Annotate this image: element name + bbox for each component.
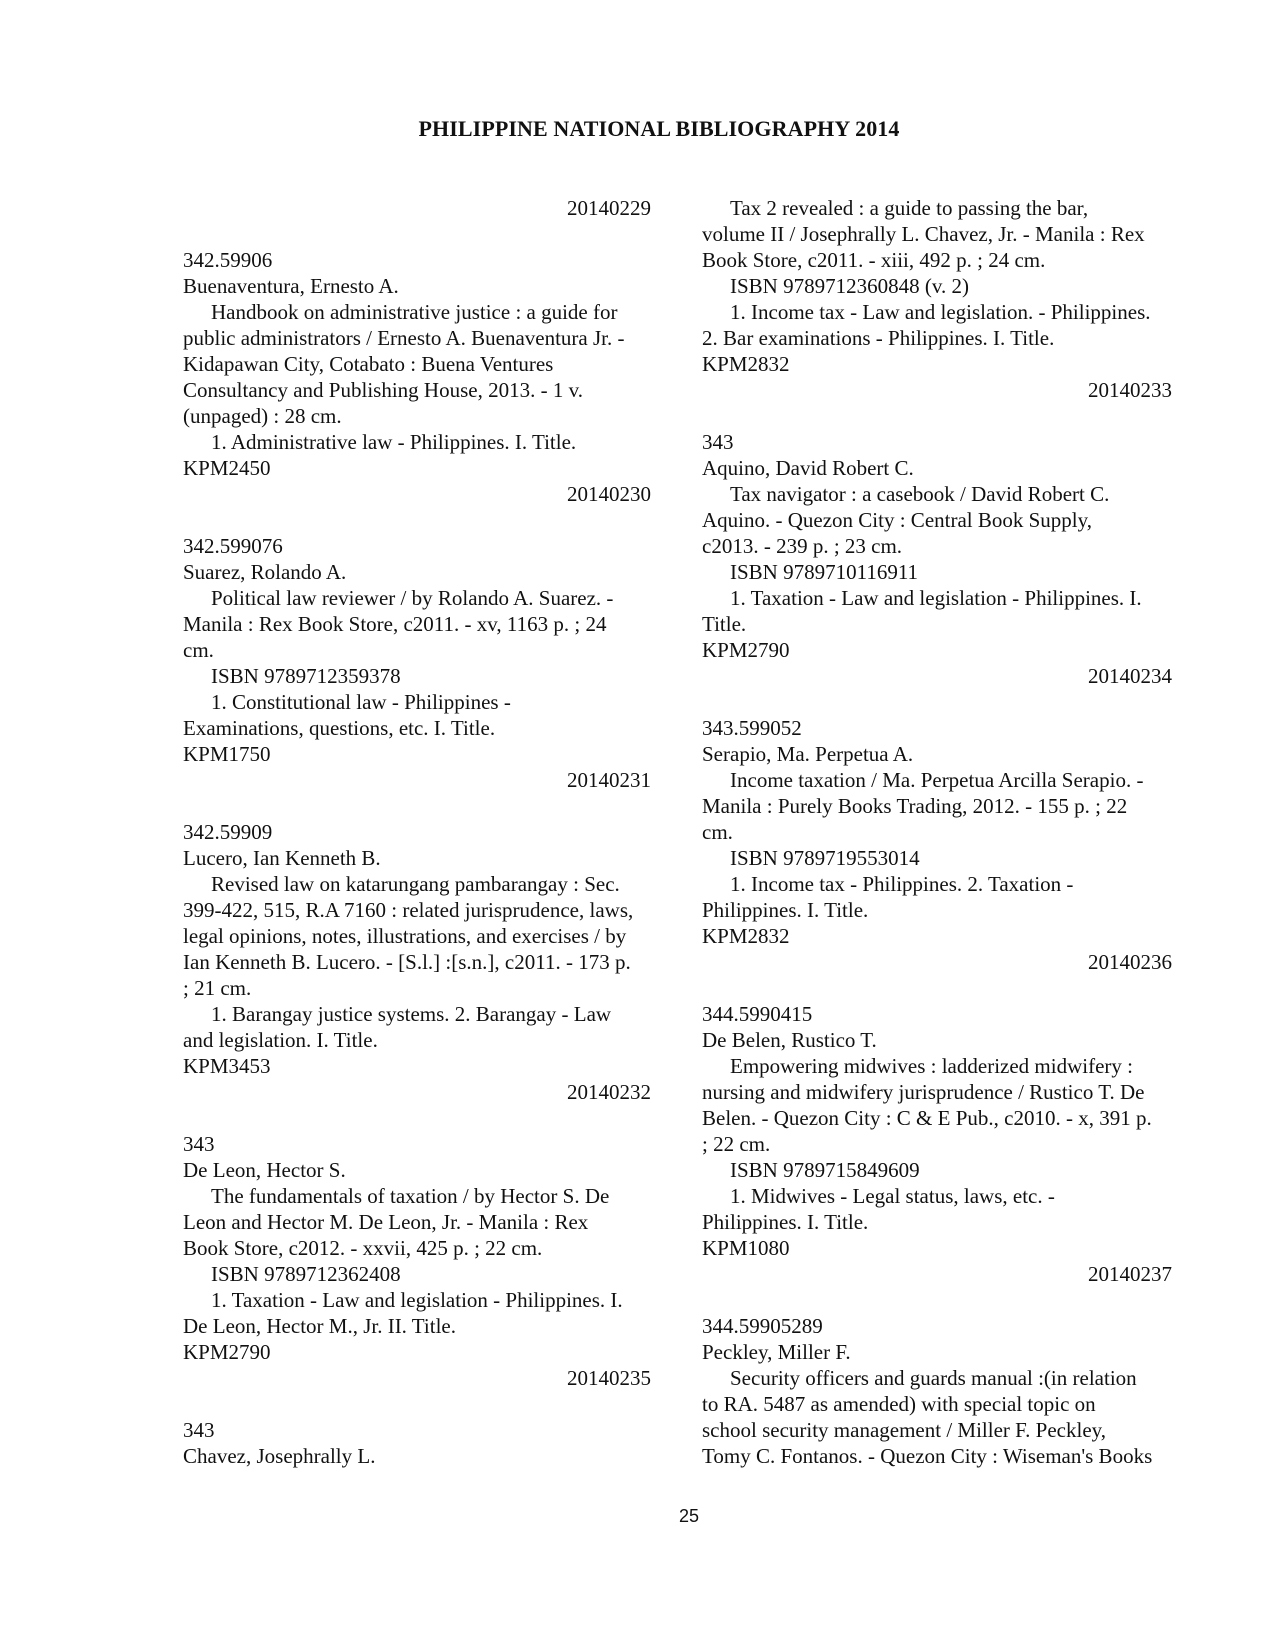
bibliography-line: Aquino. - Quezon City : Central Book Supply,: [702, 508, 1093, 532]
bibliography-line: 1. Income tax - Philippines. 2. Taxation -: [730, 872, 1074, 896]
record-number: 20140236: [1088, 950, 1172, 974]
bibliography-line: [183, 1391, 651, 1417]
bibliography-line: Empowering midwives : ladderized midwifery :: [730, 1054, 1133, 1078]
bibliography-line: 343: [702, 430, 734, 454]
bibliography-line: Peckley, Miller F.: [702, 1340, 851, 1364]
bibliography-line: ISBN 9789719553014: [730, 846, 920, 870]
bibliography-line: c2013. - 239 p. ; 23 cm.: [702, 534, 903, 558]
bibliography-line: De Leon, Hector S.: [183, 1158, 346, 1182]
bibliography-line: Chavez, Josephrally L.: [183, 1444, 376, 1468]
bibliography-line: ; 22 cm.: [702, 1132, 771, 1156]
bibliography-line: Tax navigator : a casebook / David Robert C.: [730, 482, 1110, 506]
bibliography-line: Kidapawan City, Cotabato : Buena Ventures: [183, 352, 554, 376]
bibliography-line: ISBN 9789710116911: [730, 560, 919, 584]
bibliography-line: Manila : Rex Book Store, c2011. - xv, 1163 p. ; 24: [183, 612, 607, 636]
bibliography-line: KPM3453: [183, 1054, 271, 1078]
bibliography-line: ISBN 9789712359378: [211, 664, 401, 688]
bibliography-line: Book Store, c2011. - xiii, 492 p. ; 24 cm.: [702, 248, 1046, 272]
bibliography-line: KPM2790: [183, 1340, 271, 1364]
bibliography-line: Security officers and guards manual :(in relation: [730, 1366, 1137, 1390]
bibliography-line: and legislation. I. Title.: [183, 1028, 378, 1052]
bibliography-line: Belen. - Quezon City : C & E Pub., c2010. - x, 391 p.: [702, 1106, 1152, 1130]
bibliography-line: (unpaged) : 28 cm.: [183, 404, 342, 428]
record-number: 20140234: [1088, 664, 1172, 688]
bibliography-line: De Leon, Hector M., Jr. II. Title.: [183, 1314, 456, 1338]
page-number: 25: [678, 1506, 700, 1526]
bibliography-line: ISBN 9789712360848 (v. 2): [730, 274, 969, 298]
bibliography-line: Book Store, c2012. - xxvii, 425 p. ; 22 cm.: [183, 1236, 543, 1260]
bibliography-line: Tax 2 revealed : a guide to passing the bar,: [730, 196, 1089, 220]
bibliography-line: [183, 221, 651, 247]
bibliography-line: 1. Barangay justice systems. 2. Barangay - Law: [211, 1002, 612, 1026]
right-column: [702, 195, 1172, 1469]
bibliography-line: 343: [183, 1132, 215, 1156]
bibliography-line: 342.59909: [183, 820, 273, 844]
bibliography-line: Title.: [702, 612, 747, 636]
bibliography-line: KPM2790: [702, 638, 790, 662]
bibliography-line: ISBN 9789715849609: [730, 1158, 920, 1182]
bibliography-line: [183, 507, 651, 533]
bibliography-line: KPM2450: [183, 456, 271, 480]
bibliography-line: Income taxation / Ma. Perpetua Arcilla Serapio. -: [730, 768, 1144, 792]
bibliography-line: [183, 793, 651, 819]
bibliography-line: Ian Kenneth B. Lucero. - [S.l.] :[s.n.], c2011. - 173 p.: [183, 950, 631, 974]
bibliography-line: [702, 403, 1172, 429]
record-number: 20140230: [567, 482, 651, 506]
bibliography-line: 342.599076: [183, 534, 283, 558]
bibliography-line: legal opinions, notes, illustrations, and exercises / by: [183, 924, 627, 948]
bibliography-line: Serapio, Ma. Perpetua A.: [702, 742, 914, 766]
record-number: 20140237: [1088, 1262, 1172, 1286]
bibliography-line: De Belen, Rustico T.: [702, 1028, 877, 1052]
record-number: 20140235: [567, 1366, 651, 1390]
bibliography-line: Buenaventura, Ernesto A.: [183, 274, 399, 298]
record-number: 20140232: [567, 1080, 651, 1104]
bibliography-line: The fundamentals of taxation / by Hector S. De: [211, 1184, 610, 1208]
bibliography-line: Suarez, Rolando A.: [183, 560, 347, 584]
left-column: [183, 195, 651, 1469]
bibliography-line: cm.: [183, 638, 214, 662]
bibliography-line: 343.599052: [702, 716, 802, 740]
bibliography-line: 1. Constitutional law - Philippines -: [211, 690, 511, 714]
bibliography-line: [702, 1287, 1172, 1313]
bibliography-line: KPM1750: [183, 742, 271, 766]
bibliography-line: to RA. 5487 as amended) with special topic on: [702, 1392, 1096, 1416]
bibliography-line: 344.5990415: [702, 1002, 813, 1026]
bibliography-line: KPM2832: [702, 924, 790, 948]
page-title: PHILIPPINE NATIONAL BIBLIOGRAPHY 2014: [418, 116, 900, 141]
bibliography-line: Examinations, questions, etc. I. Title.: [183, 716, 496, 740]
bibliography-line: school security management / Miller F. Peckley,: [702, 1418, 1107, 1442]
bibliography-line: 1. Income tax - Law and legislation. - Philippines.: [730, 300, 1151, 324]
record-number: 20140231: [567, 768, 651, 792]
bibliography-line: [702, 689, 1172, 715]
bibliography-line: Consultancy and Publishing House, 2013. - 1 v.: [183, 378, 583, 402]
bibliography-line: public administrators / Ernesto A. Buenaventura Jr. -: [183, 326, 625, 350]
bibliography-line: Revised law on katarungang pambarangay : Sec.: [211, 872, 620, 896]
bibliography-line: Lucero, Ian Kenneth B.: [183, 846, 381, 870]
bibliography-line: volume II / Josephrally L. Chavez, Jr. - Manila : Rex: [702, 222, 1145, 246]
bibliography-line: 342.59906: [183, 248, 273, 272]
bibliography-line: [183, 1105, 651, 1131]
record-number: 20140229: [567, 196, 651, 220]
record-number: 20140233: [1088, 378, 1172, 402]
bibliography-line: 1. Taxation - Law and legislation - Philippines. I.: [730, 586, 1142, 610]
bibliography-line: 1. Midwives - Legal status, laws, etc. -: [730, 1184, 1055, 1208]
bibliography-line: 399-422, 515, R.A 7160 : related jurisprudence, laws,: [183, 898, 634, 922]
bibliography-line: cm.: [702, 820, 733, 844]
bibliography-line: Manila : Purely Books Trading, 2012. - 155 p. ; 22: [702, 794, 1128, 818]
bibliography-line: [702, 975, 1172, 1001]
bibliography-line: 1. Administrative law - Philippines. I. Title.: [211, 430, 577, 454]
bibliography-line: Aquino, David Robert C.: [702, 456, 914, 480]
bibliography-line: nursing and midwifery jurisprudence / Rustico T. De: [702, 1080, 1145, 1104]
bibliography-line: Philippines. I. Title.: [702, 898, 869, 922]
bibliography-line: Tomy C. Fontanos. - Quezon City : Wiseman's Books: [702, 1444, 1153, 1468]
bibliography-line: 343: [183, 1418, 215, 1442]
bibliography-line: ; 21 cm.: [183, 976, 252, 1000]
bibliography-line: 1. Taxation - Law and legislation - Philippines. I.: [211, 1288, 623, 1312]
bibliography-line: Leon and Hector M. De Leon, Jr. - Manila : Rex: [183, 1210, 589, 1234]
bibliography-line: Philippines. I. Title.: [702, 1210, 869, 1234]
bibliography-line: KPM2832: [702, 352, 790, 376]
bibliography-line: ISBN 9789712362408: [211, 1262, 401, 1286]
bibliography-line: Political law reviewer / by Rolando A. Suarez. -: [211, 586, 614, 610]
bibliography-line: KPM1080: [702, 1236, 790, 1260]
bibliography-line: 2. Bar examinations - Philippines. I. Title.: [702, 326, 1055, 350]
bibliography-line: Handbook on administrative justice : a guide for: [211, 300, 618, 324]
bibliography-line: 344.59905289: [702, 1314, 823, 1338]
